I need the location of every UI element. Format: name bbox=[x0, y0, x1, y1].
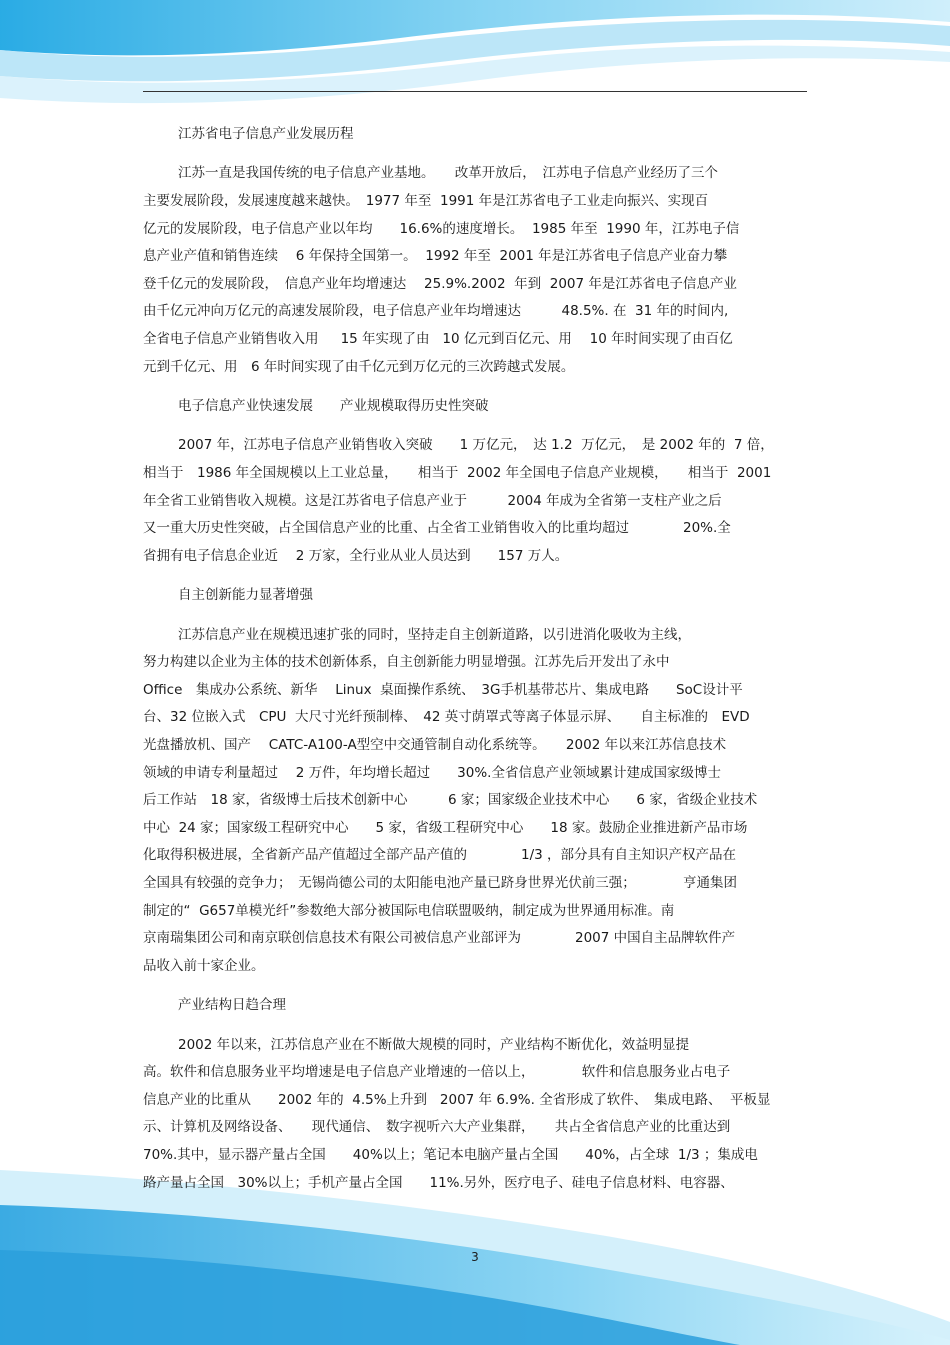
paragraph-line: 化取得积极进展，全省新产品产值超过全部产品产值的 1/3 ，部分具有自主知识产权产品在 bbox=[143, 847, 737, 864]
section-heading: 产业结构日趋合理 bbox=[178, 997, 286, 1014]
paragraph-line: 省拥有电子信息企业近 2 万家，全行业从业人员达到 157 万人。 bbox=[143, 547, 569, 564]
paragraph-line: 高。软件和信息服务业平均增速是电子信息产业增速的一倍以上， 软件和信息服务业占电子 bbox=[143, 1064, 731, 1081]
paragraph-line: 息产业产值和销售连续 6 年保持全国第一。 1992 年至 2001 年是江苏省电子信息产业奋力攀 bbox=[143, 248, 728, 265]
paragraph-line: 年全省工业销售收入规模。这是江苏省电子信息产业于 2004 年成为全省第一支柱产业之后 bbox=[143, 492, 722, 509]
paragraph-line: 制定的“ G657单模光纤”参数绝大部分被国际电信联盟吸纳，制定成为世界通用标准。南 bbox=[143, 902, 675, 919]
page-number: 3 bbox=[471, 1250, 479, 1264]
paragraph-line: Office 集成办公系统、新华 Linux 桌面操作系统、 3G手机基带芯片、集成电路 SoC设计平 bbox=[143, 681, 743, 698]
paragraph-line: 示、计算机及网络设备、 现代通信、 数字视听六大产业集群， 共占全省信息产业的比重达到 bbox=[143, 1119, 731, 1136]
paragraph-line: 主要发展阶段，发展速度越来越快。 1977 年至 1991 年是江苏省电子工业走向振兴、实现百 bbox=[143, 193, 709, 209]
paragraph-line: 2007 年，江苏电子信息产业销售收入突破 1 万亿元， 达 1.2 万亿元， 是 2002 年的 7 倍， bbox=[178, 437, 774, 454]
paragraph-line: 2002 年以来，江苏信息产业在不断做大规模的同时，产业结构不断优化，效益明显提 bbox=[178, 1036, 690, 1053]
paragraph-line: 台、32 位嵌入式 CPU 大尺寸光纤预制棒、 42 英寸荫罩式等离子体显示屏、 自主标准的 EVD bbox=[143, 709, 750, 726]
paragraph-line: 领域的申请专利量超过 2 万件，年均增长超过 30%.全省信息产业领域累计建成国家级博士 bbox=[143, 764, 721, 781]
paragraph-line: 品收入前十家企业。 bbox=[143, 957, 265, 974]
paragraph-line: 中心 24 家；国家级工程研究中心 5 家，省级工程研究中心 18 家。鼓励企业推进新产品市场 bbox=[143, 819, 748, 836]
paragraph-line: 路产量占全国 30%以上；手机产量占全国 11%.另外，医疗电子、硅电子信息材料、电容器、 bbox=[143, 1174, 734, 1191]
section-heading: 江苏省电子信息产业发展历程 bbox=[178, 126, 354, 142]
section-heading: 自主创新能力显著增强 bbox=[178, 587, 313, 604]
paragraph-line: 光盘播放机、国产 CATC-A100-A型空中交通管制自动化系统等。 2002 年以来江苏信息技术 bbox=[143, 737, 727, 753]
paragraph-line: 全国具有较强的竞争力； 无锡尚德公司的太阳能电池产量已跻身世界光伏前三强； 亨通集团 bbox=[143, 875, 737, 891]
paragraph-line: 京南瑞集团公司和南京联创信息技术有限公司被信息产业部评为 2007 中国自主品牌软件产 bbox=[143, 930, 736, 947]
paragraph-line: 由千亿元冲向万亿元的高速发展阶段，电子信息产业年均增速达 48.5%. 在 31 年的时间内, bbox=[143, 303, 729, 320]
paragraph-line: 相当于 1986 年全国规模以上工业总量， 相当于 2002 年全国电子信息产业规模， 相当于 2001 bbox=[143, 465, 772, 481]
paragraph-line: 努力构建以企业为主体的技术创新体系，自主创新能力明显增强。江苏先后开发出了永中 bbox=[143, 654, 670, 671]
header-rule bbox=[143, 91, 807, 92]
section-heading: 电子信息产业快速发展 产业规模取得历史性突破 bbox=[178, 398, 489, 414]
paragraph-line: 亿元的发展阶段，电子信息产业以年均 16.6%的速度增长。 1985 年至 1990 年，江苏电子信 bbox=[143, 220, 740, 237]
paragraph-line: 江苏一直是我国传统的电子信息产业基地。 改革开放后， 江苏电子信息产业经历了三个 bbox=[178, 165, 718, 182]
paragraph-line: 登千亿元的发展阶段， 信息产业年均增速达 25.9%.2002 年到 2007 年是江苏省电子信息产业 bbox=[143, 275, 737, 292]
paragraph-line: 信息产业的比重从 2002 年的 4.5%上升到 2007 年 6.9%. 全省形成了软件、 集成电路、 平板显 bbox=[143, 1091, 771, 1108]
paragraph-line: 江苏信息产业在规模迅速扩张的同时，坚持走自主创新道路，以引进消化吸收为主线， bbox=[178, 626, 691, 643]
paragraph-line: 全省电子信息产业销售收入用 15 年实现了由 10 亿元到百亿元、用 10 年时间实现了由百亿 bbox=[143, 331, 733, 347]
paragraph-line: 又一重大历史性突破，占全国信息产业的比重、占全省工业销售收入的比重均超过 20%.全 bbox=[143, 520, 731, 537]
paragraph-line: 元到千亿元、用 6 年时间实现了由千亿元到万亿元的三次跨越式发展。 bbox=[143, 358, 575, 375]
paragraph-line: 后工作站 18 家，省级博士后技术创新中心 6 家；国家级企业技术中心 6 家，省级企业技术 bbox=[143, 792, 758, 809]
paragraph-line: 70%.其中，显示器产量占全国 40%以上；笔记本电脑产量占全国 40%，占全球 1/3 ；集成电 bbox=[143, 1147, 758, 1163]
